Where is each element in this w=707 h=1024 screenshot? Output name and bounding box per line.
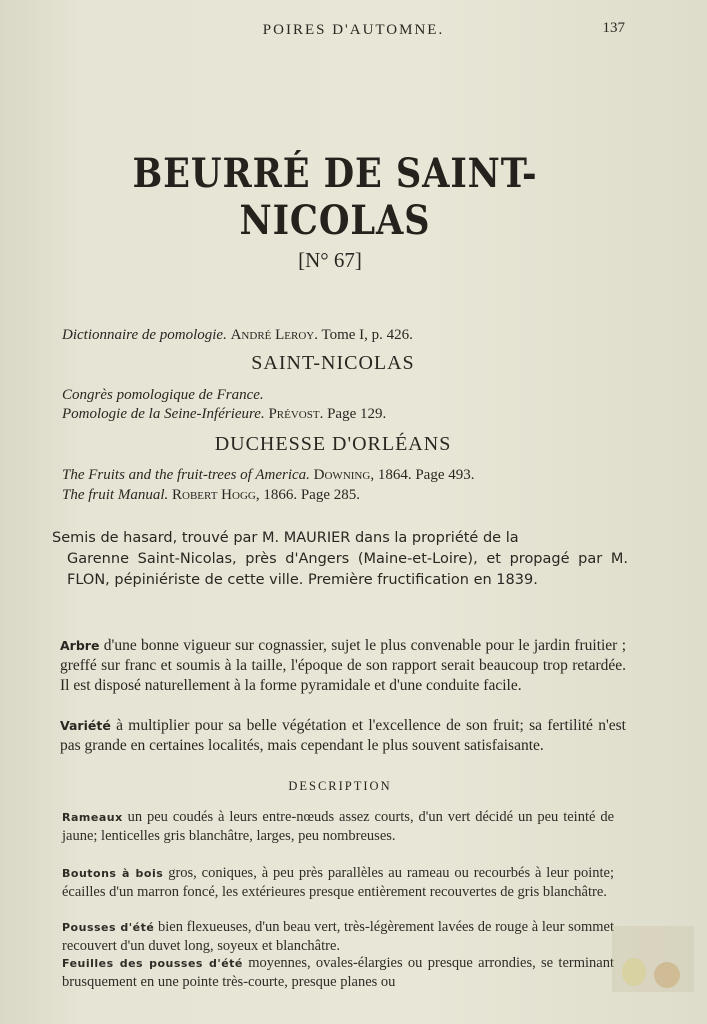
arbre-paragraph (60, 636, 626, 696)
reference-line (62, 327, 413, 344)
page-number: 137 (602, 20, 625, 36)
arbre-label: Arbre (60, 638, 100, 653)
variete-text: à multiplier pour sa belle végétation et l'excellence de son fruit; sa fertilité n'est pas grande en certaines localités, mais cependant le plus souvent satisfaisante. (60, 717, 626, 754)
variety-number: [N° 67] (298, 248, 362, 272)
pear-icon (654, 962, 680, 988)
reference-title: The Fruits and the fruit-trees of America. (62, 467, 310, 483)
reference-line (62, 387, 264, 404)
rameaux-label: Rameaux (62, 811, 123, 824)
boutons-paragraph (62, 864, 614, 901)
library-stamp (612, 926, 694, 992)
reference-author: Robert Hogg (172, 487, 256, 503)
synonym-heading: DUCHESSE D'ORLÉANS (214, 433, 452, 455)
rameaux-text: un peu coudés à leurs entre-nœuds assez courts, d'un vert décidé un peu teinté de jaune; lenticelles gris blanchâtre, larges, peu nombreuses. (62, 809, 614, 844)
feuilles-paragraph (62, 954, 614, 991)
reference-detail: . Page 129. (319, 406, 387, 422)
origin-paragraph (52, 528, 628, 591)
reference-detail: , 1864. Page 493. (370, 467, 475, 483)
boutons-label: Boutons à bois (62, 867, 164, 880)
running-head: POIRES D'AUTOMNE. (262, 22, 445, 38)
variete-paragraph (60, 716, 626, 756)
pousses-paragraph (62, 918, 614, 955)
page-title: BEURRÉ DE SAINT-NICOLAS (132, 150, 538, 244)
arbre-text: d'une bonne vigueur sur cognassier, sujet le plus convenable pour le jardin fruitier ; greffé sur franc et soumis à la taille, l'époque de son rapport serait beaucoup trop retardée. Il est disposé naturellement à la forme pyramidale et d'une conduite facile. (60, 637, 626, 694)
boutons-text: gros, coniques, à peu près parallèles au rameau ou recourbés à leur pointe; écailles d'un marron foncé, les extérieures presque entièrement recouvertes de gris blanchâtre. (62, 865, 614, 900)
reference-detail: , 1866. Page 285. (255, 487, 361, 503)
pousses-label: Pousses d'été (62, 921, 155, 934)
reference-line (62, 406, 386, 423)
pousses-text: bien flexueuses, d'un beau vert, très-légèrement lavées de rouge à leur sommet recouvert d'un duvet long, soyeux et blanchâtre. (62, 919, 614, 954)
reference-author: André Leroy (230, 327, 315, 343)
synonym-heading: SAINT-NICOLAS (251, 352, 415, 374)
pear-icon (622, 958, 646, 986)
reference-title: Pomologie de la Seine-Inférieure. (62, 406, 265, 422)
reference-line (62, 467, 474, 484)
reference-line (62, 487, 360, 504)
reference-title: Congrès pomologique de France. (62, 387, 264, 403)
reference-title: The fruit Manual. (62, 487, 169, 503)
feuilles-text: moyennes, ovales-élargies ou presque arrondies, se terminant brusquement en une pointe très-courte, presque planes ou (62, 955, 614, 990)
reference-author: Downing (313, 467, 371, 483)
variete-label: Variété (60, 718, 111, 733)
feuilles-label: Feuilles des pousses d'été (62, 957, 243, 970)
origin-first-line: Semis de hasard, trouvé par M. MAURIER dans la propriété de la (52, 530, 519, 546)
origin-body: Garenne Saint-Nicolas, près d'Angers (Maine-et-Loire), et propagé par M. FLON, pépiniériste de cette ville. Première fructification en 1839. (67, 551, 628, 588)
reference-author: Prévost (268, 406, 320, 422)
rameaux-paragraph (62, 808, 614, 845)
reference-title: Dictionnaire de pomologie. (62, 327, 227, 343)
description-heading: DESCRIPTION (288, 779, 392, 793)
reference-detail: . Tome I, p. 426. (314, 327, 413, 343)
